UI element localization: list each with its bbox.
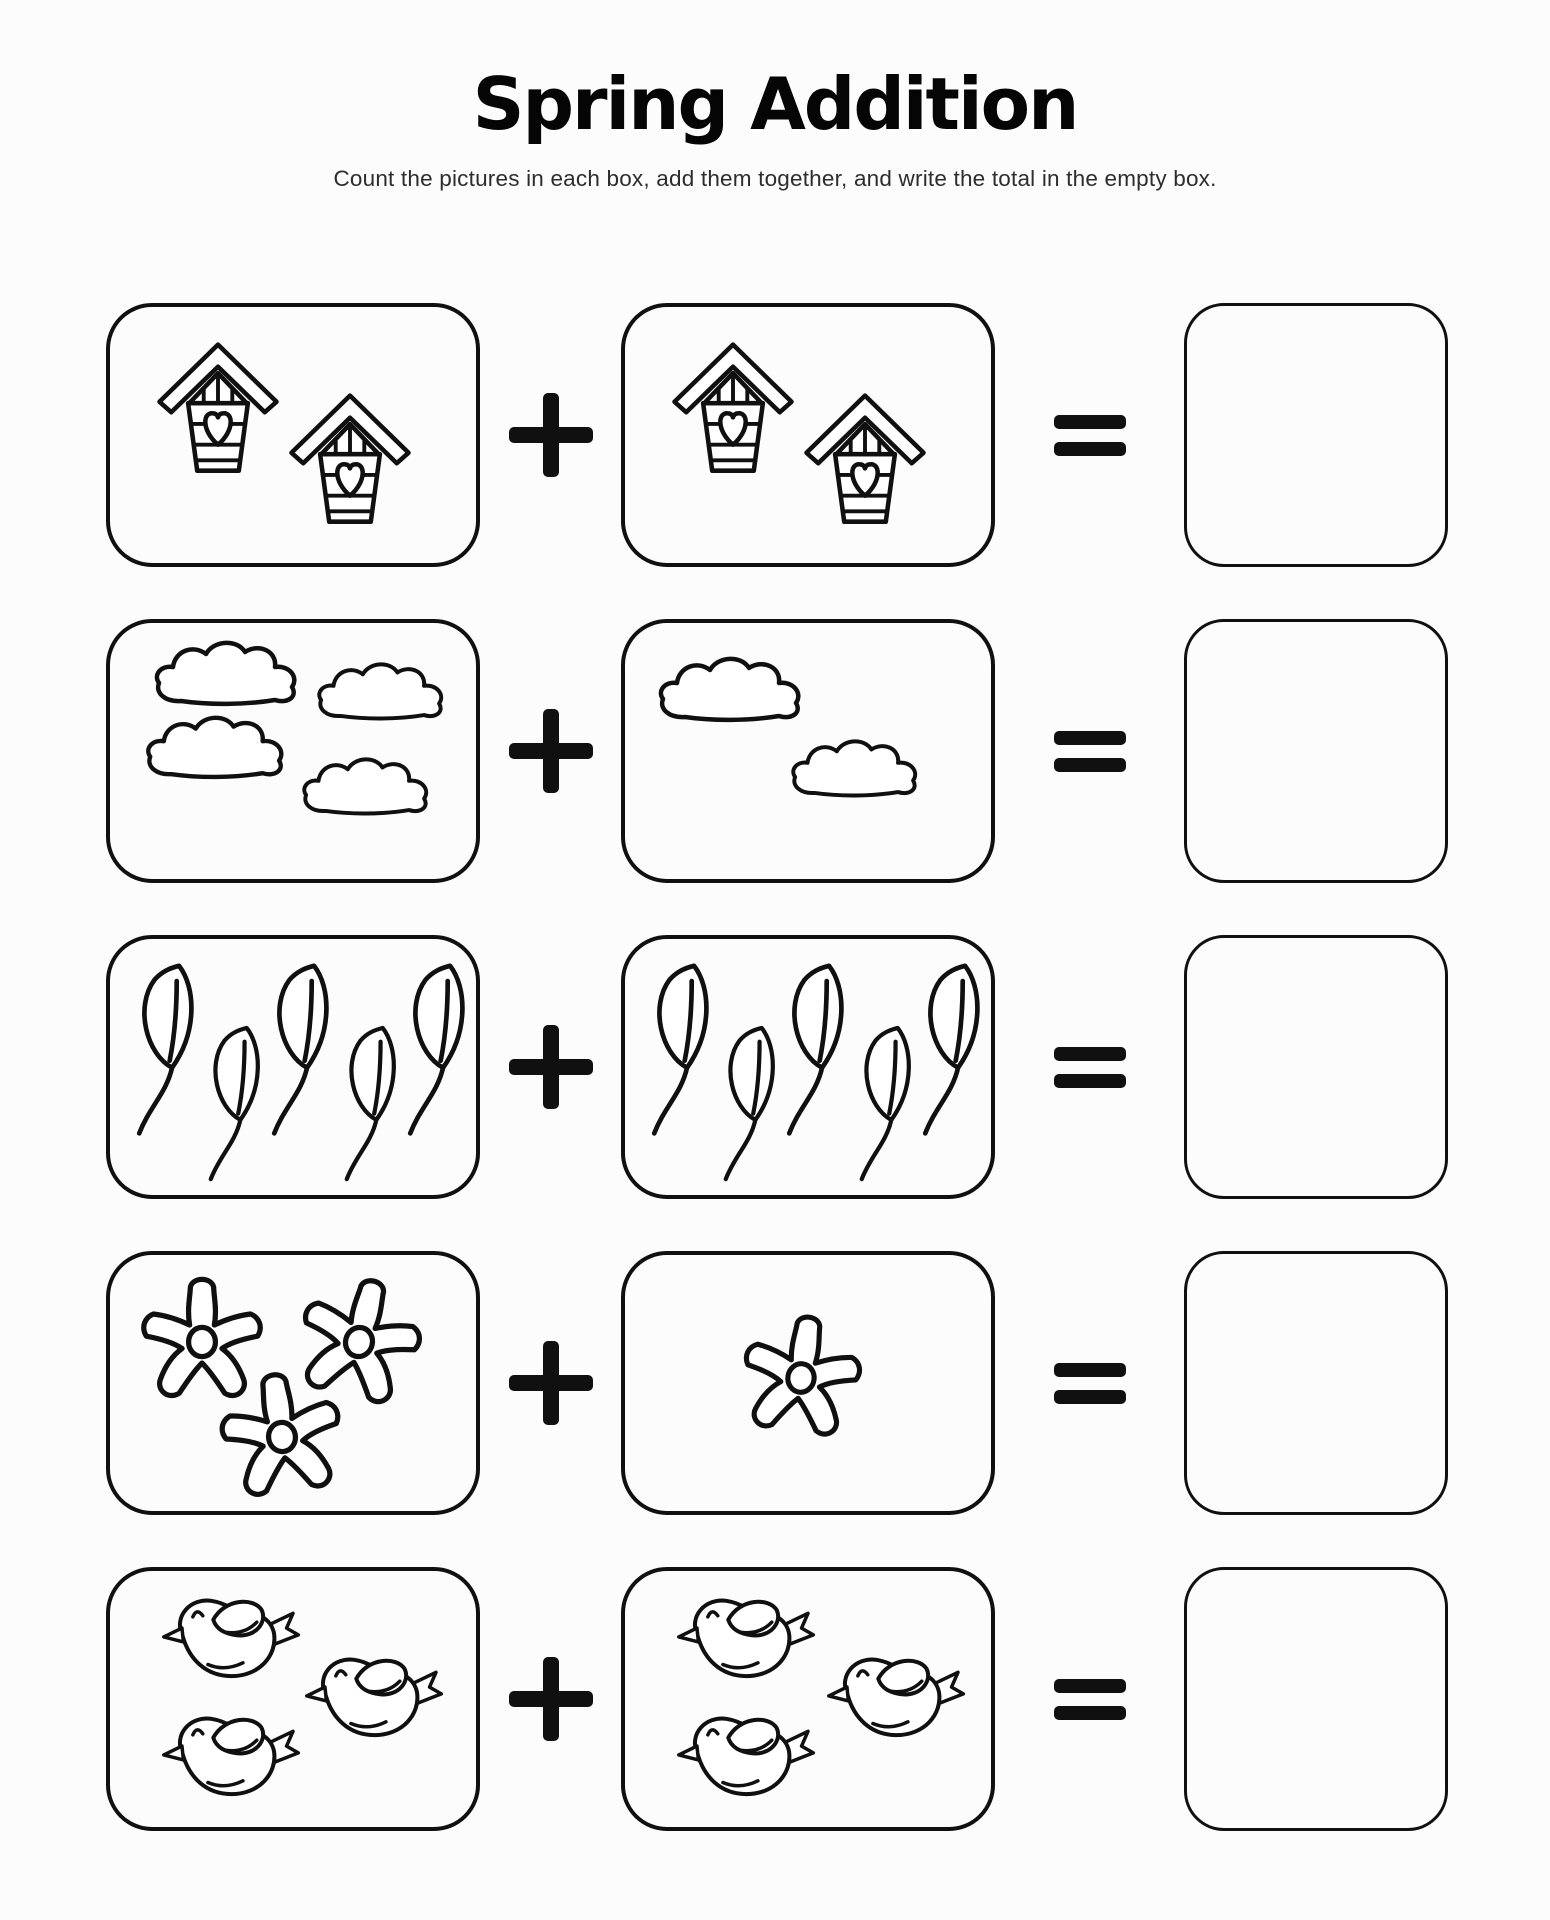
- left-addend-box: [106, 303, 480, 567]
- flower-icon: [203, 1358, 361, 1516]
- plus-icon: [509, 1025, 593, 1109]
- right-addend-box: [621, 1567, 995, 1831]
- addition-row-clouds: [106, 619, 1448, 883]
- cloud-icon: [299, 752, 441, 821]
- plus-icon: [509, 709, 593, 793]
- cloud-icon: [655, 651, 815, 729]
- page-subtitle: Count the pictures in each box, add them together, and write the total in the empty box.: [333, 166, 1217, 191]
- plus-horizontal-bar: [509, 743, 593, 759]
- equals-bottom-bar: [1054, 442, 1126, 456]
- bird-icon: [815, 1636, 977, 1773]
- flower-icon: [723, 1301, 878, 1456]
- plus-cell: [480, 935, 621, 1199]
- addition-rows: [106, 303, 1448, 1831]
- leaf-icon: [124, 961, 206, 1137]
- addition-row-leaves: [106, 935, 1448, 1199]
- birdhouse-icon: [285, 389, 415, 527]
- left-addend-box: [106, 1251, 480, 1515]
- birdhouse-icon: [668, 338, 798, 476]
- equals-top-bar: [1054, 1363, 1126, 1377]
- right-addend-box: [621, 935, 995, 1199]
- left-addend-box: [106, 935, 480, 1199]
- answer-box[interactable]: [1184, 303, 1448, 567]
- answer-box[interactable]: [1184, 1567, 1448, 1831]
- equals-bottom-bar: [1054, 1706, 1126, 1720]
- equals-icon: [1054, 731, 1126, 772]
- equals-icon: [1054, 1679, 1126, 1720]
- plus-cell: [480, 619, 621, 883]
- equals-cell: [995, 1567, 1184, 1831]
- cloud-icon: [314, 658, 456, 727]
- addition-row-flowers: [106, 1251, 1448, 1515]
- addition-row-birdhouses: [106, 303, 1448, 567]
- right-addend-box: [621, 303, 995, 567]
- plus-icon: [509, 393, 593, 477]
- plus-horizontal-bar: [509, 1375, 593, 1391]
- page-title: Spring Addition: [472, 62, 1078, 146]
- leaf-icon: [774, 961, 856, 1137]
- birdhouse-icon: [800, 389, 930, 527]
- plus-cell: [480, 1251, 621, 1515]
- cloud-icon: [142, 711, 297, 787]
- equals-bottom-bar: [1054, 1074, 1126, 1088]
- leaf-icon: [395, 961, 477, 1137]
- left-addend-box: [106, 1567, 480, 1831]
- plus-icon: [509, 1341, 593, 1425]
- plus-horizontal-bar: [509, 1691, 593, 1707]
- leaf-icon: [259, 961, 341, 1137]
- bird-icon: [150, 1577, 312, 1714]
- equals-cell: [995, 1251, 1184, 1515]
- equals-bottom-bar: [1054, 1390, 1126, 1404]
- right-addend-box: [621, 1251, 995, 1515]
- birdhouse-icon: [153, 338, 283, 476]
- equals-top-bar: [1054, 1047, 1126, 1061]
- equals-cell: [995, 935, 1184, 1199]
- answer-box[interactable]: [1184, 619, 1448, 883]
- cloud-icon: [788, 734, 930, 803]
- plus-cell: [480, 303, 621, 567]
- answer-box[interactable]: [1184, 935, 1448, 1199]
- answer-box[interactable]: [1184, 1251, 1448, 1515]
- left-addend-box: [106, 619, 480, 883]
- equals-icon: [1054, 1363, 1126, 1404]
- plus-cell: [480, 1567, 621, 1831]
- equals-bottom-bar: [1054, 758, 1126, 772]
- bird-icon: [293, 1636, 455, 1773]
- equals-icon: [1054, 415, 1126, 456]
- bird-icon: [665, 1577, 827, 1714]
- addition-row-birds: [106, 1567, 1448, 1831]
- plus-horizontal-bar: [509, 1059, 593, 1075]
- equals-top-bar: [1054, 415, 1126, 429]
- equals-top-bar: [1054, 1679, 1126, 1693]
- cloud-icon: [151, 635, 311, 713]
- equals-top-bar: [1054, 731, 1126, 745]
- plus-horizontal-bar: [509, 427, 593, 443]
- equals-cell: [995, 303, 1184, 567]
- right-addend-box: [621, 619, 995, 883]
- plus-icon: [509, 1657, 593, 1741]
- bird-icon: [150, 1694, 312, 1831]
- equals-cell: [995, 619, 1184, 883]
- leaf-icon: [639, 961, 721, 1137]
- equals-icon: [1054, 1047, 1126, 1088]
- leaf-icon: [910, 961, 992, 1137]
- bird-icon: [665, 1694, 827, 1831]
